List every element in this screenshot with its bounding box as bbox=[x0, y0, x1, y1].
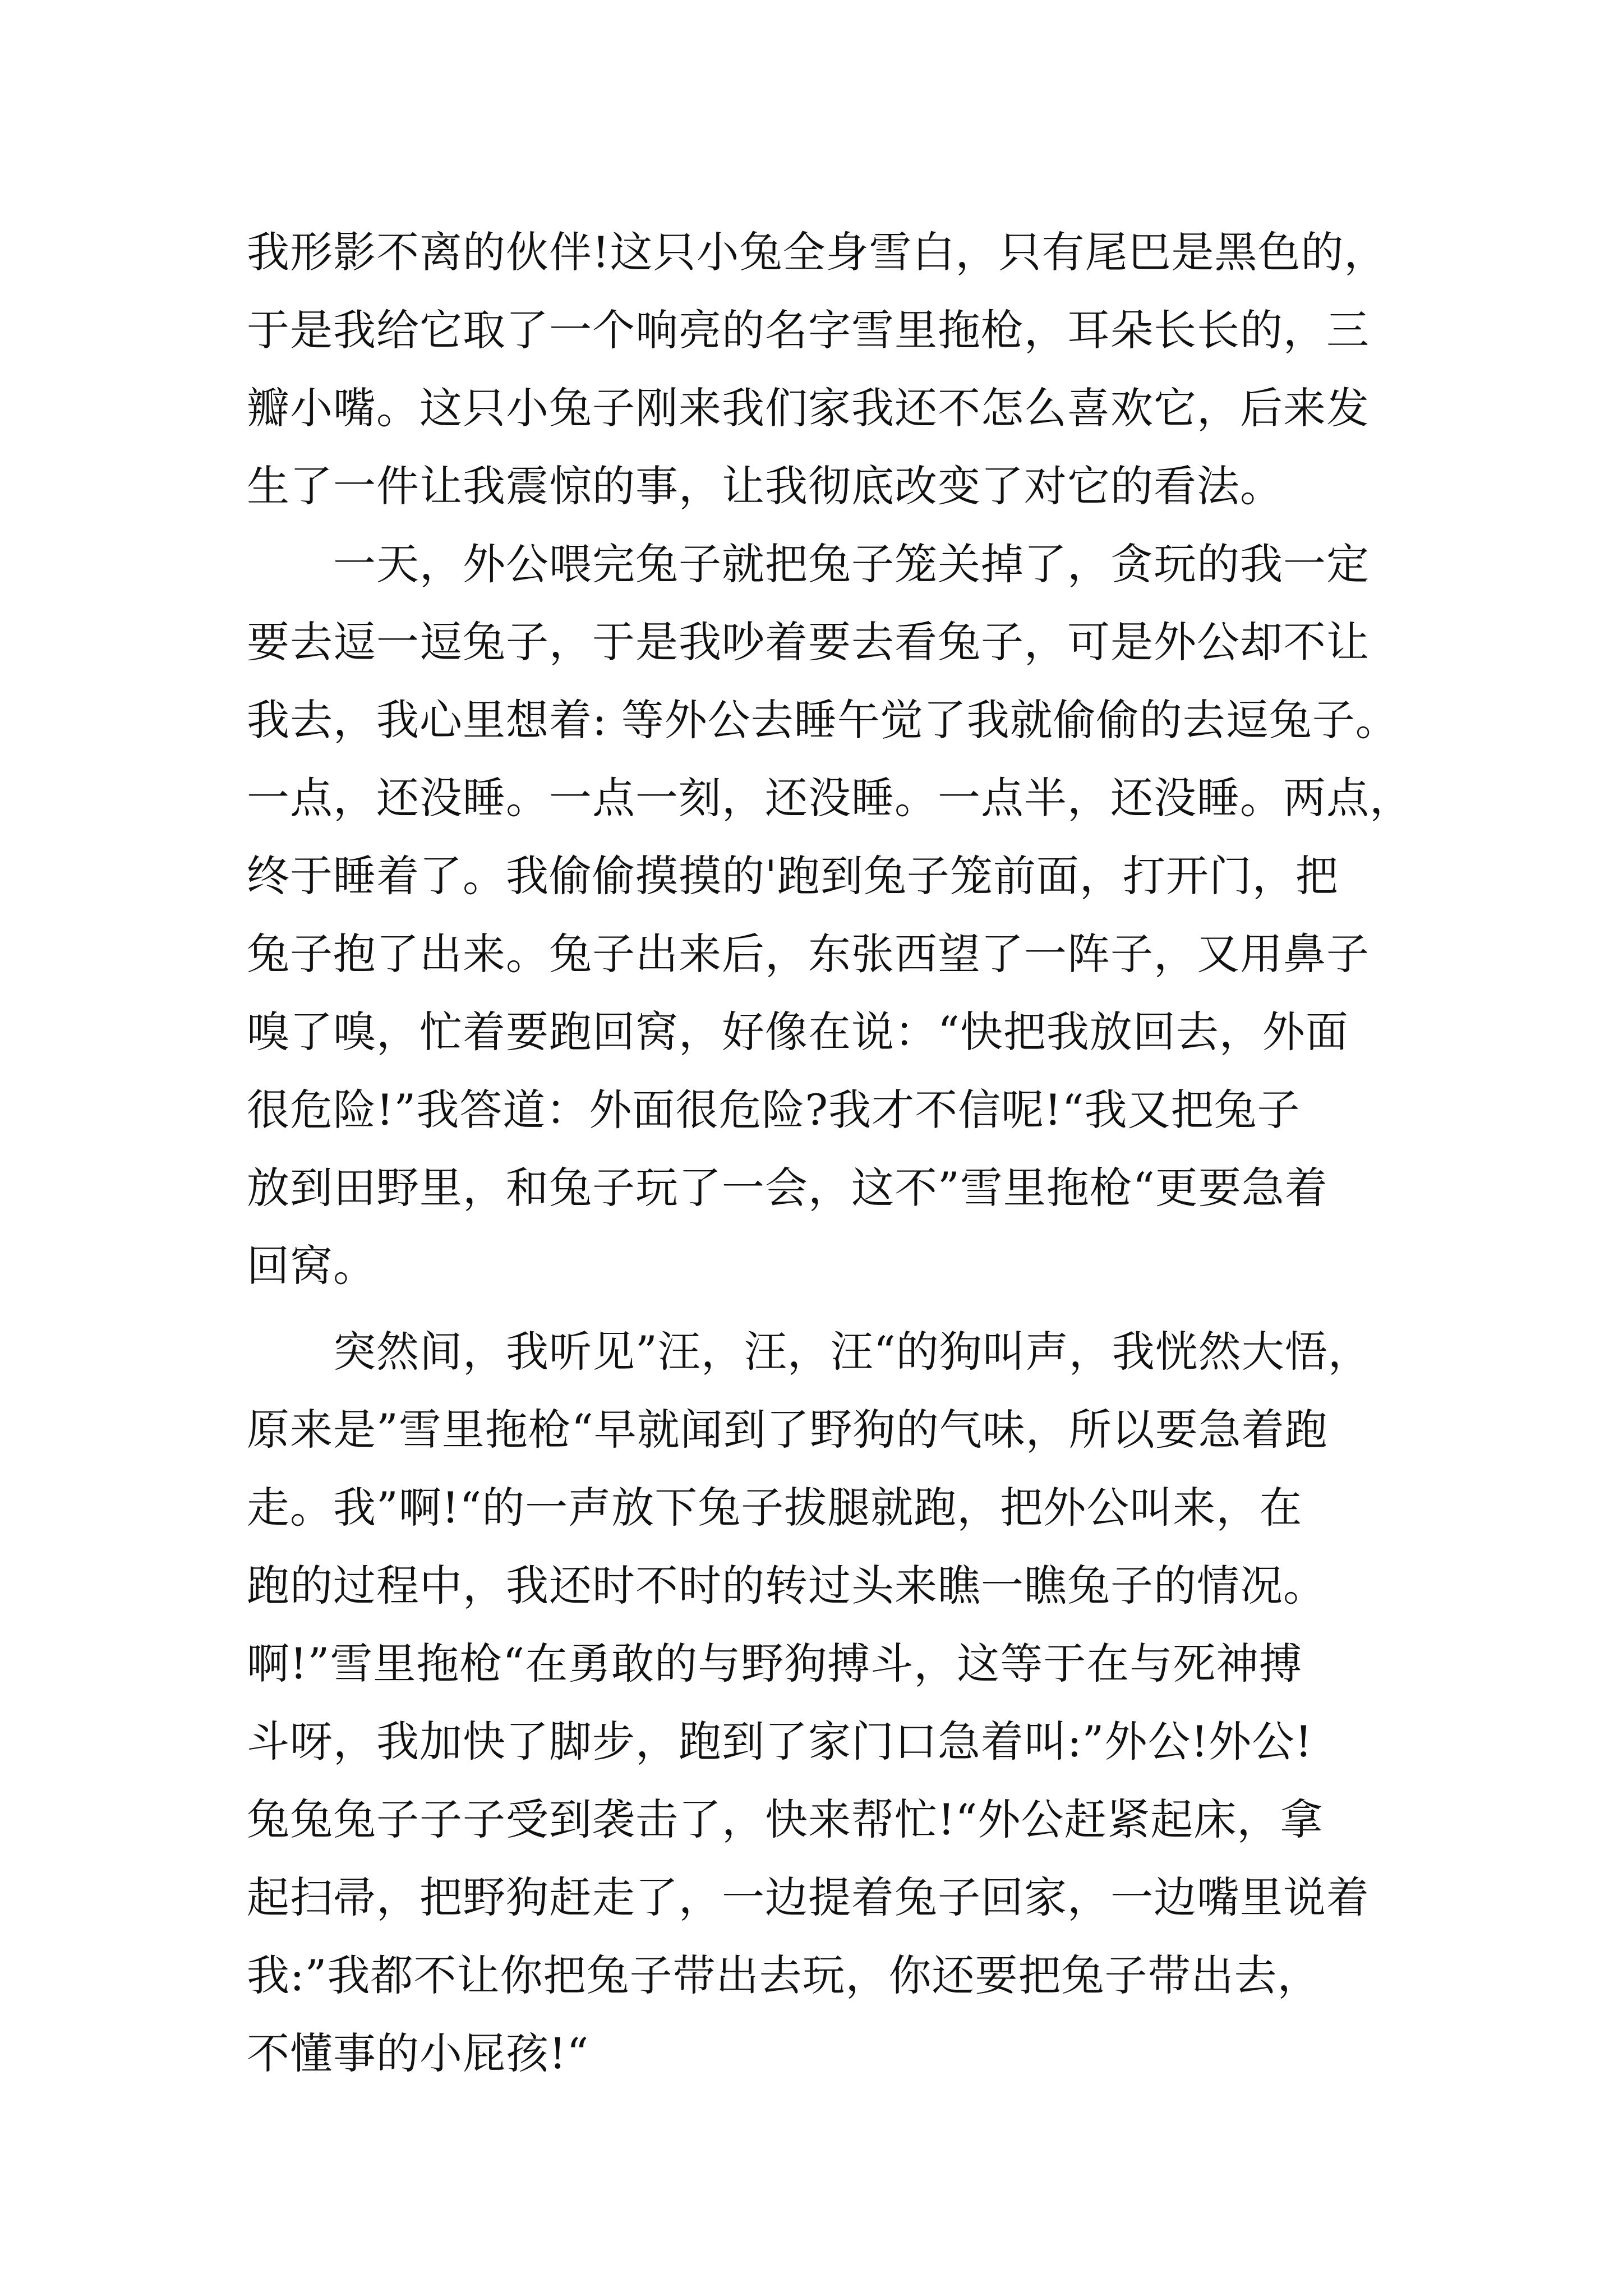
text-line: 嗅了嗅，忙着要跑回窝，好像在说：“快把我放回去，外面 bbox=[247, 1007, 1349, 1057]
text-line: 回窝。 bbox=[247, 1241, 376, 1291]
text-line: 一点，还没睡。一点一刻，还没睡。一点半，还没睡。两点， bbox=[247, 773, 1413, 823]
text-line: 原来是”雪里拖枪“早就闻到了野狗的气味，所以要急着跑 bbox=[247, 1405, 1328, 1455]
text-line: 生了一件让我震惊的事，让我彻底改变了对它的看法。 bbox=[247, 461, 1283, 511]
text-line: 放到田野里，和兔子玩了一会，这不”雪里拖枪“更要急着 bbox=[247, 1163, 1328, 1213]
text-line: 我形影不离的伙伴!这只小兔全身雪白，只有尾巴是黑色的， bbox=[247, 227, 1387, 277]
text-line: 起扫帚，把野狗赶走了，一边提着兔子回家，一边嘴里说着 bbox=[247, 1872, 1370, 1922]
text-line: 终于睡着了。我偷偷摸摸的'跑到兔子笼前面，打开门，把 bbox=[247, 851, 1339, 901]
text-line: 啊!”雪里拖枪“在勇敢的与野狗搏斗，这等于在与死神搏 bbox=[247, 1639, 1303, 1688]
text-line: 于是我给它取了一个响亮的名字雪里拖枪，耳朵长长的，三 bbox=[247, 305, 1370, 355]
paragraph-first-line: 一天，外公喂完兔子就把兔子笼关掉了，贪玩的我一定 bbox=[333, 539, 1370, 589]
text-line: 瓣小嘴。这只小兔子刚来我们家我还不怎么喜欢它，后来发 bbox=[247, 383, 1370, 433]
text-line: 跑的过程中，我还时不时的转过头来瞧一瞧兔子的情况。 bbox=[247, 1561, 1326, 1611]
text-line: 我:”我都不让你把兔子带出去玩，你还要把兔子带出去， bbox=[247, 1950, 1321, 2000]
text-line: 不懂事的小屁孩!“ bbox=[247, 2028, 589, 2078]
text-line: 很危险!”我答道：外面很危险?我才不信呢!“我又把兔子 bbox=[247, 1085, 1301, 1135]
text-line: 兔子抱了出来。兔子出来后，东张西望了一阵子，又用鼻子 bbox=[247, 929, 1370, 979]
text-line: 要去逗一逗兔子，于是我吵着要去看兔子，可是外公却不让 bbox=[247, 617, 1370, 667]
paragraph-first-line: 突然间，我听见”汪，汪，汪“的狗叫声，我恍然大悟， bbox=[333, 1327, 1371, 1377]
text-line: 我去，我心里想着: 等外公去睡午觉了我就偷偷的去逗兔子。 bbox=[247, 695, 1399, 745]
text-line: 兔兔兔子子子受到袭击了，快来帮忙!“外公赶紧起床，拿 bbox=[247, 1795, 1324, 1844]
text-line: 走。我”啊!“的一声放下兔子拔腿就跑，把外公叫来，在 bbox=[247, 1483, 1303, 1533]
text-line: 斗呀，我加快了脚步，跑到了家门口急着叫:”外公!外公! bbox=[247, 1717, 1313, 1766]
